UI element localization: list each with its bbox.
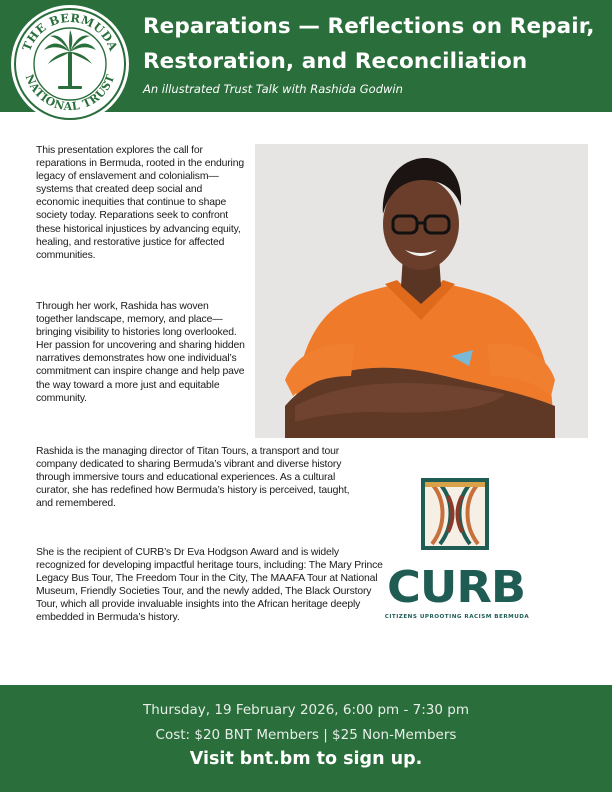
curb-tagline: CITIZENS UPROOTING RACISM BERMUDA <box>384 614 530 620</box>
intro-paragraph: This presentation explores the call for reparations in Bermuda, rooted in the enduring legacy of enslavement and colonialism—systems that created deep social and economic inequities that continue to shape society today. Reparations seek to confront these historical injustices by advancing equity, healing, and restorative justice for affected communities. <box>36 145 244 261</box>
award-paragraph: She is the recipient of CURB’s Dr Eva Hodgson Award and is widely recognized for developing impactful heritage tours, including: The Mary Prince Legacy Bus Tour, The Freedom Tour in the City, The MAAFA Tour at National Museum, Friendly Societies Tour, and the newly added, The Black Ourstory Tour, which all provide invaluable insights into the African heritage deeply embedded in Bermuda’s history. <box>36 547 383 624</box>
title-line-1: Reparations — Reflections on Repair, <box>143 14 595 39</box>
header-banner <box>0 0 612 112</box>
titan-tours-paragraph: Rashida is the managing director of Titan Tours, a transport and tour company dedicated to sharing Bermuda’s vibrant and diverse history through immersive tours and educational experiences. As a cultural curator, she has redefined how Bermuda’s history is perceived, taught, and remembered. <box>36 446 350 510</box>
signup-call-to-action[interactable]: Visit bnt.bm to sign up. <box>189 749 423 769</box>
work-paragraph: Through her work, Rashida has woven together landscape, memory, and place—bringing visibility to histories long overlooked. Her passion for uncovering and sharing hidden narratives demonstrates how one individual’s commitment can inspire change and help pave the way toward a more just and equitable community. <box>36 301 245 404</box>
curb-wordmark: CURB <box>387 562 525 613</box>
logo-text-top: THE BERMUDA <box>19 10 121 54</box>
event-cost: Cost: $20 BNT Members | $25 Non-Members <box>155 727 457 743</box>
event-details-footer <box>0 685 612 792</box>
event-date-time: Thursday, 19 February 2026, 6:00 pm - 7:30 pm <box>143 702 469 718</box>
speaker-portrait-photo <box>255 144 588 438</box>
title-line-2: Restoration, and Reconciliation <box>143 49 528 74</box>
page-subtitle: An illustrated Trust Talk with Rashida Godwin <box>143 82 403 96</box>
curb-emblem-icon <box>421 478 489 550</box>
page-title <box>143 9 603 79</box>
curb-logo <box>382 476 532 626</box>
bermuda-national-trust-logo <box>8 2 132 126</box>
logo-text-bottom: NATIONAL TRUST <box>22 72 118 114</box>
